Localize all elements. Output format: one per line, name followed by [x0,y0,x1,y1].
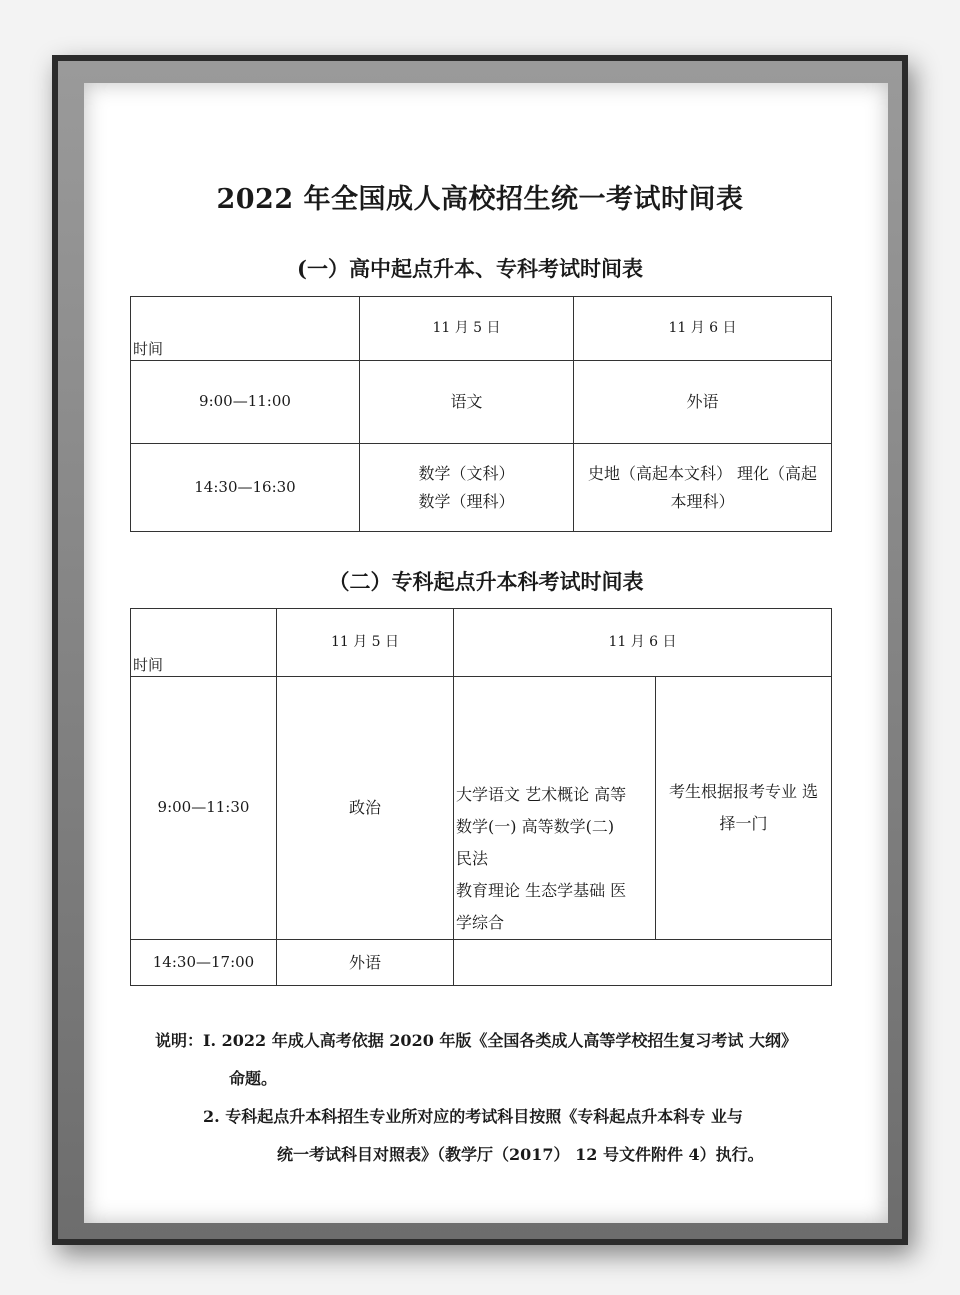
time-header: 时间 [131,609,277,677]
subject-line: 史地（高起本文科） 理化（高起 [587,464,818,484]
note-line-3: 2. 专科起点升本科招生专业所对应的考试科目按照《专科起点升本科专 业与 [203,1107,743,1126]
elective-note-cell [656,677,832,940]
table-row [131,677,832,940]
subject-line: 教育理论 生态学基础 医 [456,881,627,900]
subject-list-cell [454,677,656,940]
subject-line: 学综合 [456,913,505,932]
time-slot: 14:30—16:30 [131,444,360,532]
note-line-1: 说明：I. 2022 年成人高考依据 2020 年版《全国各类成人高等学校招生复习考试 大纲》 [155,1031,797,1050]
subject-cell [360,444,574,532]
subject-cell [574,444,832,532]
date-header-1: 11 月 5 日 [360,297,574,361]
date-header-1: 11 月 5 日 [277,609,454,677]
section1-title: (一）高中起点升本、专科考试时间表 [297,256,643,281]
subject-line: 本理科） [670,491,735,511]
date-header-2: 11 月 6 日 [574,297,832,361]
subject-cell: 外语 [277,940,454,986]
section2-title: （二）专科起点升本科考试时间表 [328,569,644,594]
table-header-row [131,297,832,361]
note-line: 考生根据报考专业 选 [668,782,819,801]
table-header-row [131,609,832,677]
note-line: 择一门 [719,814,768,833]
subject-line: 数学（文科） [418,464,515,484]
notes-block [155,1022,855,1174]
time-slot: 9:00—11:30 [131,677,277,940]
subject-cell: 语文 [360,361,574,444]
time-slot: 14:30—17:00 [131,940,277,986]
subject-line: 民法 [456,849,489,868]
subject-cell: 政治 [277,677,454,940]
time-header: 时间 [131,297,360,361]
subject-cell: 外语 [574,361,832,444]
date-header-2: 11 月 6 日 [454,609,832,677]
empty-cell [454,940,832,986]
table-row [131,361,832,444]
table-row [131,940,832,986]
subject-line: 数学(一) 高等数学(二) [456,817,615,836]
schedule-table-1 [130,296,832,532]
time-slot: 9:00—11:00 [131,361,360,444]
note-line-2: 命题。 [229,1069,278,1088]
subject-line: 数学（理科） [418,491,515,511]
note-line-4: 统一考试科目对照表》（教学厅（2017） 12 号文件附件 4）执行。 [277,1145,764,1164]
schedule-table-2 [130,608,832,986]
subject-line: 大学语文 艺术概论 高等 [456,785,627,804]
document-title: 2022 年全国成人高校招生统一考试时间表 [216,184,744,215]
table-row [131,444,832,532]
